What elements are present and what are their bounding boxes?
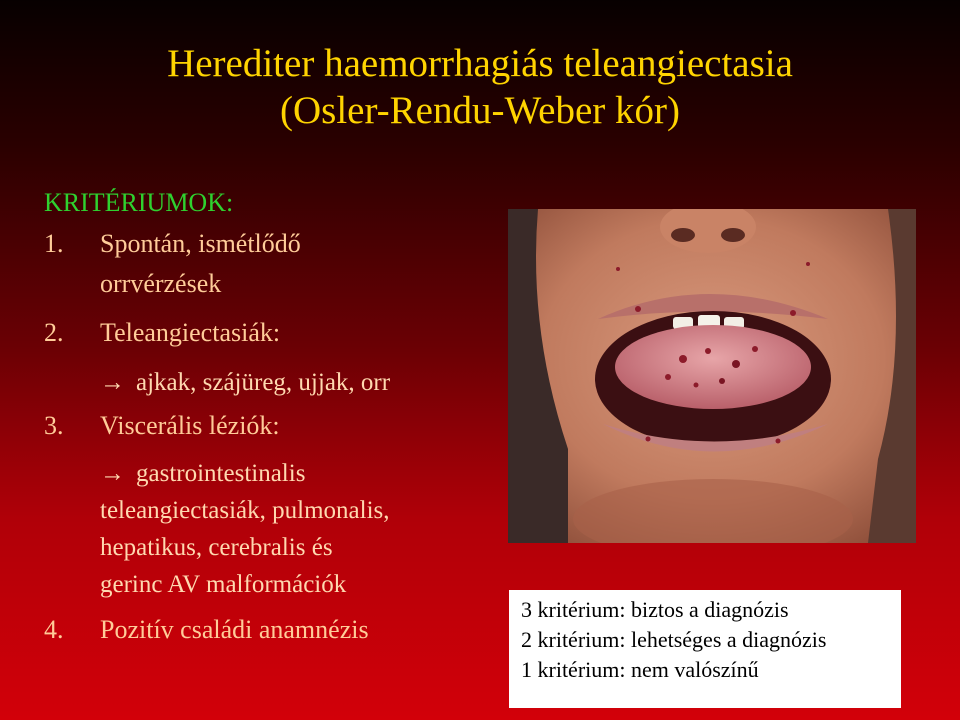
criterion-number: 4. <box>44 615 64 644</box>
criterion-label: Spontán, ismétlődő <box>100 229 301 258</box>
criterion-3-detail-2: teleangiectasiák, pulmonalis, <box>100 497 390 524</box>
criterion-number: 3. <box>44 411 64 440</box>
criterion-label: Pozitív családi anamnézis <box>100 615 369 644</box>
criterion-3-detail-3: hepatikus, cerebralis és <box>100 534 333 561</box>
title-line-1: Herediter haemorrhagiás teleangiectasia <box>167 42 793 85</box>
slide-title <box>0 40 960 134</box>
criterion-label: Viscerális léziók: <box>100 411 280 440</box>
criterion-number: 2. <box>44 318 64 347</box>
criterion-2-detail <box>100 367 390 399</box>
scoring-line: 2 kritérium: lehetséges a diagnózis <box>521 627 827 652</box>
criterion-3-detail-1 <box>100 458 305 490</box>
criterion-4 <box>44 614 369 646</box>
criterion-detail: ajkak, szájüreg, ujjak, orr <box>136 369 391 396</box>
right-arrow-icon: → <box>100 369 125 396</box>
criterion-1-continuation: orrvérzések <box>100 269 222 298</box>
criterion-1 <box>44 228 301 260</box>
clinical-photo <box>508 209 916 543</box>
scoring-line: 3 kritérium: biztos a diagnózis <box>521 597 789 622</box>
right-arrow-icon: → <box>100 460 125 487</box>
criterion-number: 1. <box>44 229 64 258</box>
criterion-2 <box>44 317 280 349</box>
scoring-line: 1 kritérium: nem valószínű <box>521 657 759 682</box>
criterion-label: Teleangiectasiák: <box>100 318 281 347</box>
mouth-illustration <box>508 209 916 543</box>
criteria-heading: KRITÉRIUMOK: <box>44 188 234 217</box>
criterion-3 <box>44 410 280 442</box>
scoring-box <box>509 590 901 708</box>
title-line-2: (Osler-Rendu-Weber kór) <box>280 89 680 132</box>
criterion-detail: gastrointestinalis <box>136 460 306 487</box>
criterion-3-detail-4: gerinc AV malformációk <box>100 571 347 598</box>
